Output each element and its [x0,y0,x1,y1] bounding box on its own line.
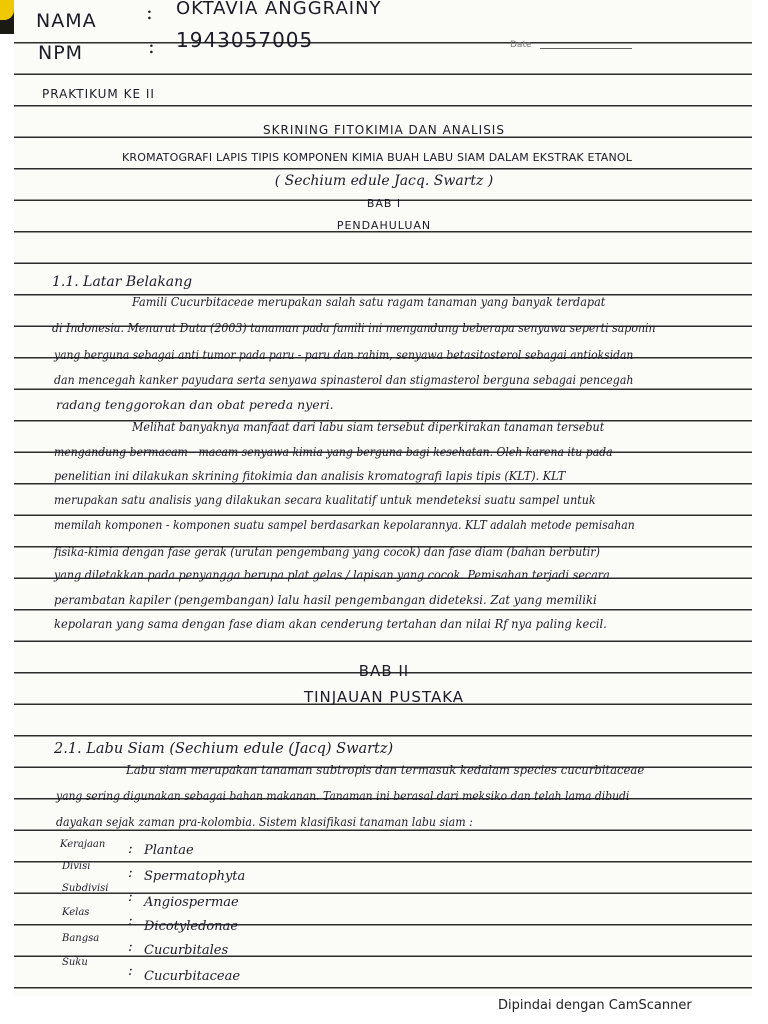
body-line: dan mencegah kanker payudara serta senyawa spinasterol dan stigmasterol berguna sebagai pencegah [54,372,634,387]
npm-value: 1943057005 [176,28,314,52]
title-line-2: KROMATOGRAFI LAPIS TIPIS KOMPONEN KIMIA BUAH LABU SIAM DALAM EKSTRAK ETANOL [122,151,633,164]
taxonomy-colon: : [128,889,133,905]
nama-colon: : [146,0,153,24]
body-line: yang sering digunakan sebagai bahan makanan. Tanaman ini berasal dari meksiko dan telah lama dibudi [56,788,630,803]
taxonomy-value: Spermatophyta [144,869,246,884]
body-line: mengandung bermacam - macam senyawa kimia yang berguna bagi kesehatan. Oleh karena itu pada [54,444,613,459]
body-line: perambatan kapiler (pengembangan) lalu hasil pengembangan dideteksi. Zat yang memiliki [54,592,597,607]
taxonomy-rank: Bangsa [62,933,100,944]
taxonomy-colon: : [128,913,133,929]
title-line-1: SKRINING FITOKIMIA DAN ANALISIS [263,123,505,137]
camscanner-watermark: Dipindai dengan CamScanner [498,998,692,1013]
taxonomy-colon: : [128,963,133,979]
taxonomy-rank: Subdivisi [62,883,109,894]
taxonomy-colon: : [128,841,133,857]
body-line: fisika-kimia dengan fase gerak (urutan pengembang yang cocok) dan fase diam (bahan berbutir) [54,544,600,559]
body-line: Melihat banyaknya manfaat dari labu siam tersebut diperkirakan tanaman tersebut [132,419,605,434]
taxonomy-rank: Kerajaan [60,839,106,850]
date-line [540,48,632,49]
bab-2: BAB II [358,662,410,680]
taxonomy-rank: Divisi [62,861,91,872]
body-line: radang tenggorokan dan obat pereda nyeri. [56,397,334,412]
title-line-3: ( Sechium edule Jacq. Swartz ) [274,173,494,189]
body-line: memilah komponen - komponen suatu sampel berdasarkan kepolarannya. KLT adalah metode pemisahan [54,517,635,532]
nama-value: OKTAVIA ANGGRAINY [176,0,382,19]
body-line: dayakan sejak zaman pra-kolombia. Sistem klasifikasi tanaman labu siam : [56,814,473,829]
section-2-heading: 2.1. Labu Siam (Sechium edule (Jacq) Swartz) [54,741,394,757]
body-line: di Indonesia. Menurut Duta (2003) tanaman pada famili ini mengandung beberapa senyawa seperti saponin [52,320,656,335]
taxonomy-value: Plantae [144,843,194,858]
praktikum-label: PRAKTIKUM KE II [42,87,155,101]
body-line: merupakan satu analisis yang dilakukan secara kualitatif untuk mendeteksi suatu sampel untuk [54,492,596,507]
body-line: yang berguna sebagai anti tumor pada paru - paru dan rahim, senyawa betasitosterol sebagai antioksidan [54,347,634,362]
date-label: Date [510,40,532,50]
body-line: yang diletakkan pada penyangga berupa plat gelas / lapisan yang cocok. Pemisahan terjadi secara [54,567,610,582]
taxonomy-value: Dicotyledonae [144,919,239,934]
taxonomy-value: Cucurbitaceae [144,969,241,984]
bab-2-title: TINJAUAN PUSTAKA [303,688,465,706]
npm-label: NPM [38,42,84,64]
taxonomy-colon: : [128,939,133,955]
body-line: penelitian ini dilakukan skrining fitokimia dan analisis kromatografi lapis tipis (KLT). KLT [54,468,566,483]
taxonomy-value: Cucurbitales [144,943,229,958]
body-line: kepolaran yang sama dengan fase diam akan cenderung tertahan dan nilai Rf nya paling kecil. [54,616,607,631]
taxonomy-rank: Kelas [62,907,90,918]
body-line: Labu siam merupakan tanaman subtropis dan termasuk kedalam species cucurbitaceae [126,762,645,777]
taxonomy-value: Angiospermae [144,895,239,910]
npm-colon: : [148,34,155,58]
taxonomy-colon: : [128,865,133,881]
nama-label: NAMA [36,10,97,32]
bab-1-title: PENDAHULUAN [336,219,432,232]
section-1-heading: 1.1. Latar Belakang [52,274,193,290]
taxonomy-rank: Suku [62,957,88,968]
bab-1: BAB I [366,197,402,210]
body-line: Famili Cucurbitaceae merupakan salah satu ragam tanaman yang banyak terdapat [132,294,606,309]
